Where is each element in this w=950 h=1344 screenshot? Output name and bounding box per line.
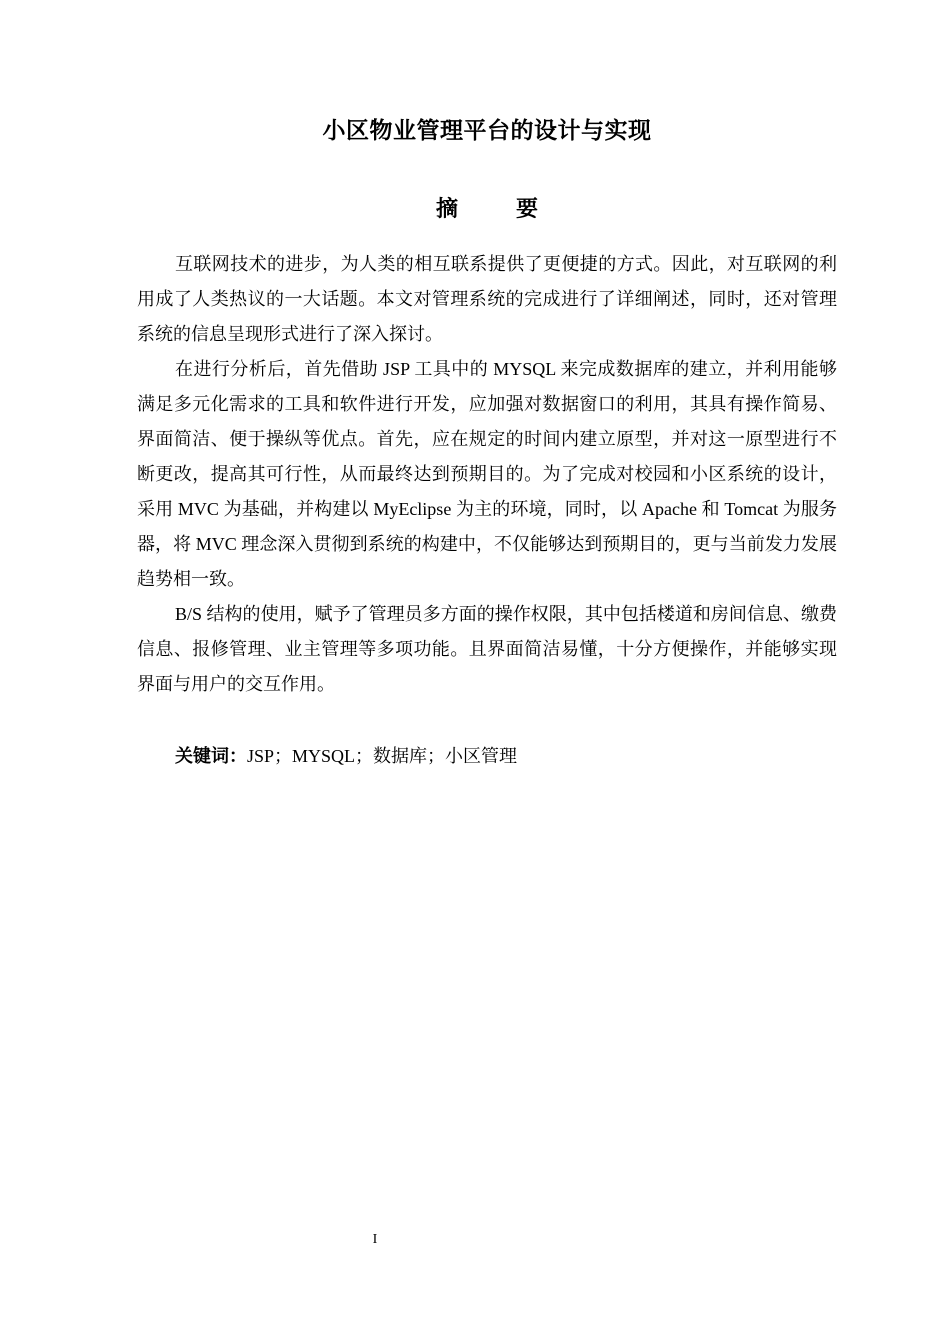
document-title: 小区物业管理平台的设计与实现 [322,118,652,143]
page-number: I [372,1232,378,1247]
keywords-label: 关键词： [175,746,247,766]
abstract-paragraph: 互联网技术的进步，为人类的相互联系提供了更便捷的方式。因此，对互联网的利用成了人类热议的一大话题。本文对管理系统的完成进行了详细阐述，同时，还对管理系统的信息呈现形式进行了深入探讨。 [137,254,837,344]
keywords-text: JSP；MYSQL；数据库；小区管理 [247,746,518,766]
keywords-line [175,739,837,774]
abstract-heading: 摘 要 [435,196,556,221]
abstract-body [137,247,837,702]
abstract-paragraph: 在进行分析后，首先借助 JSP 工具中的 MYSQL 来完成数据库的建立，并利用能够满足多元化需求的工具和软件进行开发，应加强对数据窗口的利用，其具有操作简易、界面简洁、便于操纵等优点。首先，应在规定的时间内建立原型，并对这一原型进行不断更改，提高其可行性，从而最终达到预期目的。为了完成对校园和小区系统的设计，采用 MVC 为基础，并构建以 MyEclipse 为主的环境，同时，以 Apache 和 Tomcat 为服务器，将 MVC 理念深入贯彻到系统的构建中，不仅能够达到预期目的，更与当前发力发展趋势相一致。 [137,359,837,589]
abstract-paragraph: B/S 结构的使用，赋予了管理员多方面的操作权限，其中包括楼道和房间信息、缴费信息、报修管理、业主管理等多项功能。且界面简洁易懂，十分方便操作，并能够实现界面与用户的交互作用。 [137,604,837,694]
